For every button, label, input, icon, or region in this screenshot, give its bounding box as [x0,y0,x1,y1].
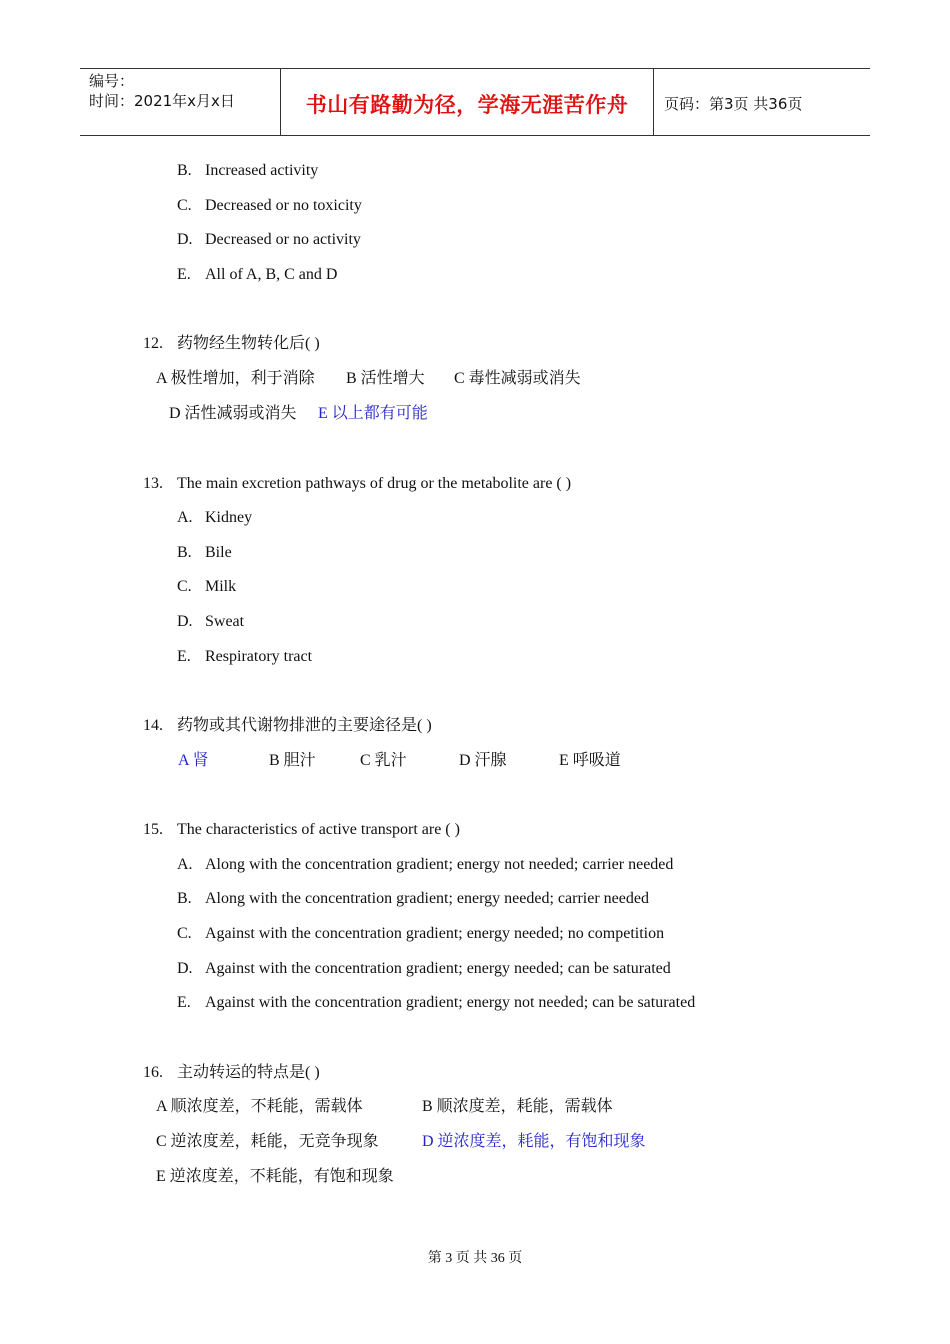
q15-option-d [177,959,671,979]
option-text: Milk [205,578,237,595]
q16-option-e: E 逆浓度差，不耗能，有饱和现象 [156,1168,394,1185]
question-number: 16. [143,1064,163,1081]
option-letter: E. [177,994,191,1011]
q13-option-a [177,508,252,528]
q14-option-e: E 呼吸道 [559,752,621,769]
q13-option-e [177,647,312,667]
motto: 书山有路勤为径，学海无涯苦作舟 [305,93,629,117]
question-text: 药物或其代谢物排泄的主要途径是( ) [177,717,432,734]
option-letter: E. [177,266,191,283]
option-letter: E. [177,648,191,665]
option-text: Decreased or no activity [205,231,361,248]
q11-option-d [177,230,361,250]
q12-option-b: B 活性增大 [346,370,425,387]
time-label: 时间：2021年x月x日 [89,92,235,110]
q15-option-c [177,924,664,944]
q13-option-b [177,543,232,563]
option-letter: D. [177,613,193,630]
option-letter: B. [177,890,192,907]
option-text: Sweat [205,613,245,630]
option-text: Increased activity [205,162,319,179]
option-letter: A. [177,856,193,873]
q12-option-c: C 毒性减弱或消失 [454,370,581,387]
q11-option-b [177,161,318,181]
option-text: Along with the concentration gradient; energy needed; carrier needed [205,890,649,907]
question-number: 15. [143,821,163,838]
option-text: Along with the concentration gradient; energy not needed; carrier needed [205,856,674,873]
header-left-cell [80,69,281,135]
question-number: 12. [143,335,163,352]
q14-stem [143,716,432,736]
option-text: Bile [205,544,232,561]
q11-option-e [177,265,337,285]
option-text: All of A, B, C and D [205,266,338,283]
header-motto-cell [281,69,654,135]
q12-option-d: D 活性减弱或消失 [169,405,297,422]
option-letter: A. [177,509,193,526]
q13-stem [143,474,571,494]
page-footer: 第 3 页 共 36 页 [427,1251,523,1266]
q15-stem [143,820,460,840]
question-text: The main excretion pathways of drug or the metabolite are ( ) [177,475,572,492]
question-text: 主动转运的特点是( ) [177,1064,320,1081]
q13-option-c [177,577,236,597]
serial-label: 编号： [89,72,135,90]
option-letter: C. [177,197,192,214]
page-number-label: 页码：第3页 共36页 [664,95,803,113]
question-number: 13. [143,475,163,492]
q12-stem [143,334,320,354]
q16-option-a: A 顺浓度差，不耗能，需载体 [156,1098,363,1115]
option-text: Decreased or no toxicity [205,197,362,214]
q16-option-b: B 顺浓度差，耗能，需载体 [422,1098,613,1115]
option-letter: D. [177,960,193,977]
q16-option-d-answer: D 逆浓度差，耗能，有饱和现象 [422,1133,646,1150]
q15-option-a [177,855,673,875]
question-text: The characteristics of active transport are ( ) [177,821,460,838]
page-header [80,68,870,136]
option-text: Against with the concentration gradient; energy not needed; can be saturated [205,994,696,1011]
option-text: Against with the concentration gradient; energy needed; no competition [205,925,665,942]
option-text: Respiratory tract [205,648,313,665]
q12-option-a: A 极性增加，利于消除 [156,370,315,387]
q14-option-a-answer: A 肾 [178,752,209,769]
question-text: 药物经生物转化后( ) [177,335,320,352]
q15-option-b [177,889,649,909]
header-right-cell [654,69,870,135]
option-letter: C. [177,578,192,595]
option-letter: C. [177,925,192,942]
option-letter: B. [177,544,192,561]
q14-option-d: D 汗腺 [459,752,507,769]
q14-option-b: B 胆汁 [269,752,316,769]
option-text: Kidney [205,509,253,526]
option-letter: B. [177,162,192,179]
q12-option-e-answer: E 以上都有可能 [318,405,428,422]
q14-option-c: C 乳汁 [360,752,407,769]
q11-option-c [177,196,362,216]
option-letter: D. [177,231,193,248]
q15-option-e [177,993,695,1013]
q16-stem [143,1063,320,1083]
question-number: 14. [143,717,163,734]
option-text: Against with the concentration gradient; energy needed; can be saturated [205,960,671,977]
q16-option-c: C 逆浓度差，耗能，无竞争现象 [156,1133,379,1150]
q13-option-d [177,612,244,632]
